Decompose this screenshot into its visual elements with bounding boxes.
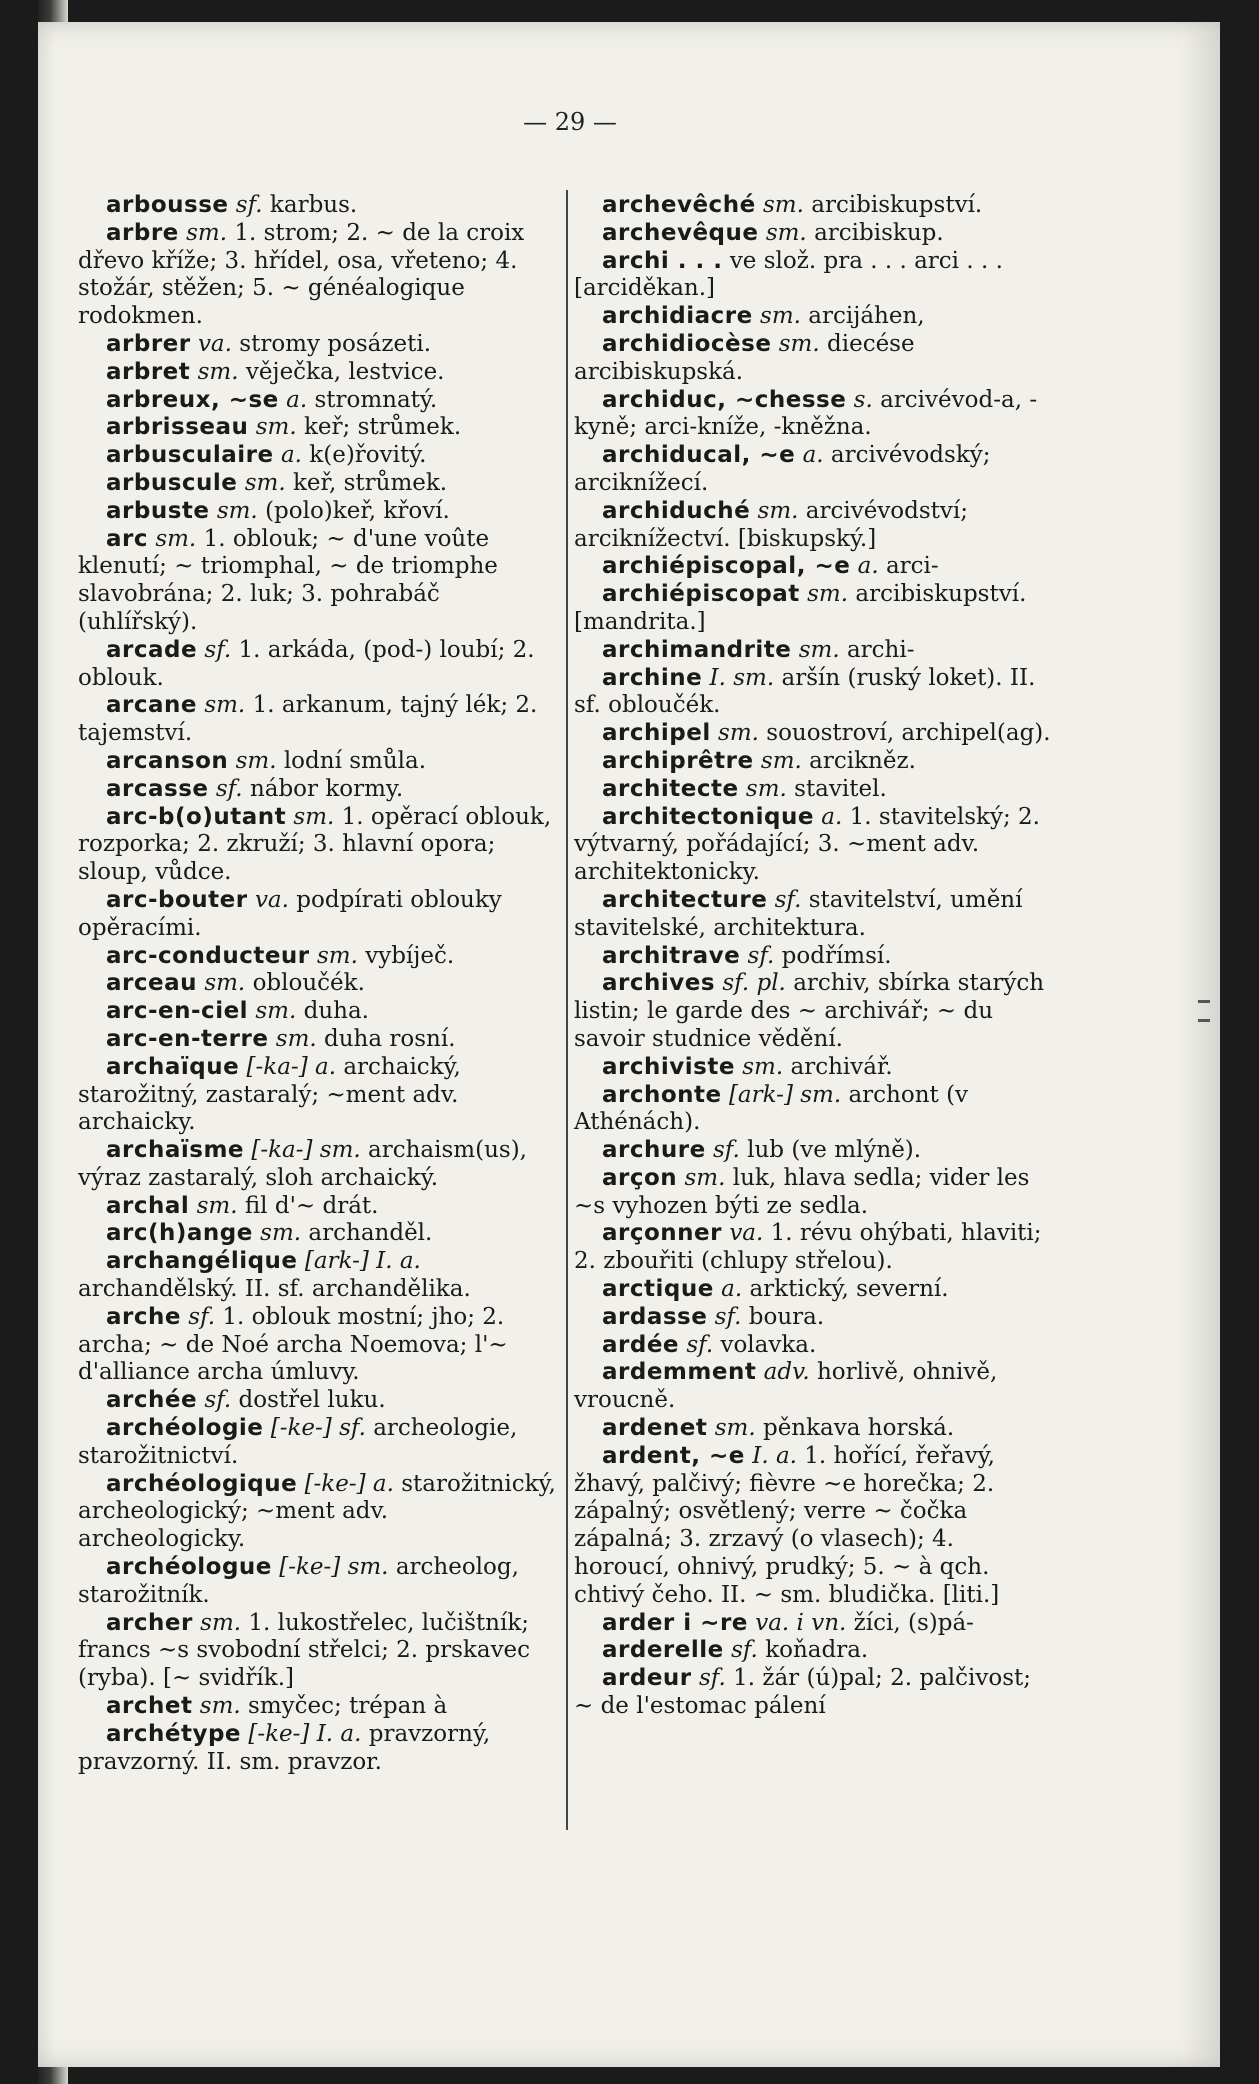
dictionary-entry <box>78 359 556 387</box>
definition: archeolog, starožitník. <box>78 1554 519 1608</box>
dictionary-entry <box>78 526 556 637</box>
dictionary-entry <box>78 748 556 776</box>
headword: arc-en-ciel <box>106 998 249 1025</box>
definition: archeologie, starožitnictví. <box>78 1415 518 1469</box>
definition: keř; strůmek. <box>304 414 462 441</box>
headword: archimandrite <box>602 636 792 663</box>
definition: 1. opěrací oblouk, rozporka; 2. zkruží; 3. hlavní opora; sloup, vůdce. <box>78 803 552 886</box>
grammar-label: [-ka-] a. <box>246 1053 337 1080</box>
grammar-label: adv. <box>763 1359 810 1386</box>
dictionary-entry <box>574 748 1054 776</box>
dictionary-entry <box>574 1220 1054 1276</box>
definition: 1. strom; 2. ~ de la croix dřevo kříže; 3. hřídel, osa, vřeteno; 4. stožár, stěžen; 5. ~ généalogique rodokmen. <box>78 219 525 330</box>
definition: lub (ve mlýně). <box>747 1137 922 1164</box>
definition: archanděl. <box>308 1220 433 1247</box>
definition: archaism(us), výraz zastaralý, sloh archaický. <box>78 1137 527 1191</box>
definition: k(e)řovitý. <box>309 442 427 469</box>
dictionary-entry <box>574 387 1054 443</box>
grammar-label: [ark-] I. a. <box>304 1248 421 1275</box>
grammar-label: sm. <box>255 414 297 441</box>
headword: arc <box>106 525 148 552</box>
headword: arbreux, ~se <box>106 386 279 413</box>
grammar-label: sf. pl. <box>722 970 786 997</box>
dictionary-entry <box>78 470 556 498</box>
grammar-label: I. a. <box>752 1442 797 1469</box>
headword: arcanson <box>106 747 229 774</box>
headword: archétype <box>106 1720 242 1747</box>
grammar-label: sm. <box>260 1220 302 1247</box>
headword: architecture <box>602 886 768 913</box>
grammar-label: sm. <box>798 636 840 663</box>
grammar-label: va. i vn. <box>755 1609 847 1636</box>
headword: arçonner <box>602 1220 722 1247</box>
grammar-label: va. <box>729 1220 764 1247</box>
headword: arderelle <box>602 1637 724 1664</box>
definition: aršín (ruský loket). II. sf. obloučék. <box>574 664 1036 719</box>
dictionary-entry <box>78 192 556 220</box>
headword: architectonique <box>602 803 814 830</box>
grammar-label: sf. <box>714 1303 742 1330</box>
headword: archiépiscopal, ~e <box>602 553 851 580</box>
definition: arcibiskupství. <box>811 192 983 218</box>
headword: archevêque <box>602 219 759 246</box>
grammar-label: sm. <box>757 497 799 524</box>
definition: lodní smůla. <box>283 747 427 774</box>
definition: volavka. <box>720 1331 817 1358</box>
dictionary-entry <box>574 1443 1054 1610</box>
dictionary-entry <box>78 1471 556 1554</box>
definition: archiv, sbírka starých listin; le garde des ~ archivář; ~ du savoir studnice vědění. <box>574 970 1045 1052</box>
dictionary-entry <box>574 1359 1054 1415</box>
dictionary-entry <box>78 414 556 442</box>
dictionary-entry <box>78 637 556 693</box>
grammar-label: sm. <box>714 1415 756 1442</box>
dictionary-entry <box>574 1332 1054 1360</box>
dictionary-entry <box>78 1554 556 1610</box>
grammar-label: sm. <box>275 1025 317 1052</box>
grammar-label: [-ke-] sf. <box>270 1415 366 1442</box>
headword: architecte <box>602 775 739 802</box>
dictionary-entry <box>78 1693 556 1721</box>
definition: arcijáhen, <box>808 303 925 330</box>
definition: arci- <box>885 553 939 580</box>
grammar-label: sm. <box>197 358 239 385</box>
headword: archiduché <box>602 497 751 524</box>
definition: ve slož. pra . . . arci . . . [arciděkan.] <box>574 247 1003 302</box>
definition: arcivévodský; arciknížecí. <box>574 442 991 496</box>
dictionary-entry <box>574 1054 1054 1082</box>
definition: archivář. <box>790 1053 893 1080</box>
headword: archidiocèse <box>602 330 772 357</box>
definition: stavitel. <box>794 775 887 802</box>
headword: archure <box>602 1137 706 1164</box>
definition: 1. lukostřelec, lučištník; francs ~s svobodní střelci; 2. prskavec (ryba). [~ svidřík.] <box>78 1609 531 1692</box>
dictionary-entry <box>574 804 1054 887</box>
definition: duha rosní. <box>324 1025 456 1052</box>
headword: ardent, ~e <box>602 1442 745 1469</box>
grammar-label: sm. <box>199 1693 241 1720</box>
headword: archiducal, ~e <box>602 442 796 469</box>
definition: arcibiskup. <box>814 219 944 246</box>
dictionary-entry <box>574 248 1054 304</box>
grammar-label: sm. <box>762 192 804 218</box>
definition: 1. žár (ú)pal; 2. palčivost; ~ de l'estomac pálení <box>574 1665 1032 1720</box>
dictionary-entry <box>78 998 556 1026</box>
grammar-label: sm. <box>186 219 228 246</box>
headword: arc-en-terre <box>106 1025 269 1052</box>
definition: boura. <box>748 1303 825 1330</box>
dictionary-entry <box>78 943 556 971</box>
definition: nábor kormy. <box>249 775 404 802</box>
headword: arbre <box>106 219 179 246</box>
dictionary-entry <box>78 1415 556 1471</box>
headword: arbuste <box>106 497 210 524</box>
definition: (polo)keř, křoví. <box>265 497 450 524</box>
dictionary-entry <box>574 943 1054 971</box>
headword: arc-b(o)utant <box>106 803 287 830</box>
grammar-label: [-ke-] sm. <box>279 1554 389 1581</box>
definition: koňadra. <box>765 1637 869 1664</box>
definition: 1. hořící, řeřavý, žhavý, palčivý; fièvre ~e horečka; 2. zápalný; osvětlený; verre ~ čočka zápalná; 3. zrzavý (o vlasech); 4. horoucí, ohnivý, prudký; 5. ~ à qch. chtivý čeho. II. ~ sm. bludička. [liti.] <box>574 1442 1000 1608</box>
headword: archéologue <box>106 1554 272 1581</box>
headword: archiépiscopat <box>602 581 800 608</box>
headword: archéologique <box>106 1470 298 1497</box>
definition: keř, strůmek. <box>292 469 448 496</box>
definition: archaický, starožitný, zastaralý; ~ment adv. archaicky. <box>78 1053 461 1136</box>
dictionary-entry <box>574 1304 1054 1332</box>
dictionary-entry <box>78 220 556 331</box>
definition: pěnkava horská. <box>762 1415 955 1442</box>
headword: arc-conducteur <box>106 942 310 969</box>
definition: podpírati oblouky opěracími. <box>78 886 502 941</box>
dictionary-entry <box>574 887 1054 943</box>
dictionary-entry <box>574 220 1054 248</box>
headword: arcade <box>106 636 198 663</box>
dictionary-entry <box>574 970 1054 1053</box>
dictionary-entry <box>574 776 1054 804</box>
grammar-label: sm. <box>684 1164 726 1191</box>
headword: arceau <box>106 970 197 997</box>
headword: archipel <box>602 720 711 747</box>
grammar-label: [-ke-] a. <box>304 1470 394 1497</box>
dictionary-entry <box>574 581 1054 637</box>
definition: luk, hlava sedla; vider les ~s vyhozen býti ze sedla. <box>574 1164 1030 1219</box>
headword: ardemment <box>602 1359 757 1386</box>
dictionary-entry <box>574 498 1054 554</box>
grammar-label: I. sm. <box>709 664 775 691</box>
headword: arcasse <box>106 775 209 802</box>
definition: 1. arkáda, (pod-) loubí; 2. oblouk. <box>78 636 535 691</box>
grammar-label: sm. <box>718 720 759 747</box>
grammar-label: sm. <box>200 1609 242 1636</box>
definition: stromy posázeti. <box>239 330 432 357</box>
definition: věječka, lestvice. <box>245 358 445 385</box>
headword: archéologie <box>106 1415 264 1442</box>
grammar-label: sm. <box>216 497 258 524</box>
dictionary-entry <box>78 442 556 470</box>
definition: žíci, (s)pá- <box>853 1609 974 1636</box>
grammar-label: a. <box>821 803 843 830</box>
definition: obloučék. <box>252 970 365 997</box>
headword: archiprêtre <box>602 747 754 774</box>
dictionary-entry <box>78 1193 556 1221</box>
right-column <box>574 192 1054 1721</box>
definition: horlivě, ohnivě, vroucně. <box>574 1359 998 1414</box>
headword: arbusculaire <box>106 442 274 469</box>
headword: arbousse <box>106 192 229 218</box>
headword: archevêché <box>602 192 756 218</box>
grammar-label: a. <box>286 386 308 413</box>
definition: archandělský. II. sf. archandělika. <box>78 1276 471 1303</box>
headword: arçon <box>602 1164 678 1191</box>
definition: karbus. <box>269 192 358 218</box>
headword: arbuscule <box>106 469 238 496</box>
headword: archiduc, ~chesse <box>602 386 847 413</box>
headword: archiviste <box>602 1053 735 1080</box>
grammar-label: a. <box>802 442 824 469</box>
definition: duha. <box>303 998 369 1025</box>
headword: arc-bouter <box>106 886 248 913</box>
headword: archal <box>106 1192 190 1219</box>
dictionary-entry <box>78 1220 556 1248</box>
column-divider <box>566 190 568 1830</box>
dictionary-entry <box>574 303 1054 331</box>
headword: archi . . . <box>602 247 723 274</box>
definition: arcivévod-a, -kyně; arci-kníže, -kněžna. <box>574 386 1038 441</box>
dictionary-entry <box>574 1415 1054 1443</box>
headword: arbrer <box>106 330 191 357</box>
grammar-label: sm. <box>204 970 246 997</box>
dictionary-entry <box>78 1248 556 1304</box>
headword: arctique <box>602 1276 714 1303</box>
grammar-label: sm. <box>316 942 358 969</box>
dictionary-entry <box>574 1082 1054 1138</box>
grammar-label: sf. <box>204 636 232 663</box>
grammar-label: sm. <box>760 303 801 330</box>
definition: 1. oblouk mostní; jho; 2. archa; ~ de Noé archa Noemova; l'~ d'alliance archa úmluvy. <box>78 1303 508 1386</box>
grammar-label: sf. <box>235 192 263 218</box>
dictionary-entry <box>78 1054 556 1137</box>
grammar-label: sf. <box>686 1331 714 1358</box>
dictionary-entry <box>78 1387 556 1415</box>
dictionary-entry <box>78 1026 556 1054</box>
headword: archet <box>106 1693 193 1720</box>
headword: architrave <box>602 942 741 969</box>
headword: arder i ~re <box>602 1609 748 1636</box>
definition: smyčec; trépan à <box>248 1693 448 1720</box>
headword: arbret <box>106 358 191 385</box>
definition: 1. oblouk; ~ d'une voûte klenutí; ~ triomphal, ~ de triomphe slavobrána; 2. luk; 3. pohrabáč (uhlířský). <box>78 525 498 635</box>
grammar-label: a. <box>280 442 302 469</box>
definition: 1. stavitelský; 2. výtvarný, pořádající; 3. ~ment adv. architektonicky. <box>574 803 1040 886</box>
headword: archer <box>106 1609 193 1636</box>
dictionary-entry <box>78 498 556 526</box>
grammar-label: [-ka-] sm. <box>251 1137 361 1164</box>
dictionary-entry <box>574 637 1054 665</box>
margin-marks <box>1198 1000 1212 1060</box>
dictionary-entry <box>574 1665 1054 1721</box>
dictionary-entry <box>574 442 1054 498</box>
grammar-label: sf. <box>215 775 243 802</box>
grammar-label: sm. <box>196 1192 238 1219</box>
grammar-label: sm. <box>807 581 849 608</box>
dictionary-entry <box>78 804 556 887</box>
definition: fil d'~ drát. <box>244 1192 379 1219</box>
dictionary-entry <box>574 1610 1054 1638</box>
grammar-label: sm. <box>204 692 246 719</box>
definition: dostřel luku. <box>238 1387 386 1414</box>
grammar-label: sm. <box>293 803 335 830</box>
definition: stromnatý. <box>314 386 438 413</box>
headword: archidiacre <box>602 303 753 330</box>
grammar-label: sf. <box>747 942 775 969</box>
grammar-label: sm. <box>742 1053 784 1080</box>
definition: 1. révu ohýbati, hlaviti; 2. zbouřiti (chlupy střelou). <box>574 1220 1042 1275</box>
grammar-label: sm. <box>235 747 277 774</box>
definition: arcibiskupství. [mandrita.] <box>574 581 1027 635</box>
grammar-label: sm. <box>244 469 286 496</box>
grammar-label: va. <box>197 330 232 357</box>
headword: archonte <box>602 1081 722 1108</box>
headword: arche <box>106 1303 181 1330</box>
definition: archont (v Athénách). <box>574 1081 969 1136</box>
grammar-label: sm. <box>255 998 297 1025</box>
grammar-label: sf. <box>188 1303 216 1330</box>
dictionary-entry <box>574 720 1054 748</box>
dictionary-entry <box>574 331 1054 387</box>
dictionary-entry <box>574 1165 1054 1221</box>
headword: ardenet <box>602 1415 708 1442</box>
dictionary-entry <box>574 192 1054 220</box>
headword: ardeur <box>602 1665 692 1692</box>
dictionary-entry <box>574 665 1054 721</box>
dictionary-entry <box>574 1276 1054 1304</box>
headword: ardée <box>602 1331 680 1358</box>
grammar-label: a. <box>857 553 879 580</box>
dictionary-entry <box>574 1137 1054 1165</box>
headword: ardasse <box>602 1303 708 1330</box>
grammar-label: va. <box>254 886 289 913</box>
dictionary-entry <box>78 1304 556 1387</box>
dictionary-entry <box>574 553 1054 581</box>
definition: vybíječ. <box>365 942 455 969</box>
dictionary-entry <box>78 1721 556 1777</box>
dictionary-entry <box>78 1610 556 1693</box>
definition: arcivévodství; arciknížectví. [biskupský.] <box>574 497 969 552</box>
grammar-label: sf. <box>731 1637 758 1664</box>
grammar-label: s. <box>853 386 873 413</box>
definition: pravzorný, pravzorný. II. sm. pravzor. <box>78 1720 491 1775</box>
definition: archi- <box>846 636 915 663</box>
dictionary-entry <box>78 1137 556 1193</box>
dictionary-entry <box>78 970 556 998</box>
dictionary-entry <box>574 1637 1054 1665</box>
grammar-label: [ark-] sm. <box>728 1081 842 1108</box>
definition: souostroví, archipel(ag). <box>766 720 1051 747</box>
headword: archaïque <box>106 1053 240 1080</box>
grammar-label: sf. <box>698 1665 726 1692</box>
headword: arcane <box>106 692 197 719</box>
page-number: — 29 — <box>523 108 617 136</box>
left-column <box>78 192 556 1776</box>
headword: arc(h)ange <box>106 1220 253 1247</box>
headword: archée <box>106 1387 198 1414</box>
definition: diecése arcibiskupská. <box>574 330 915 385</box>
headword: archangélique <box>106 1248 298 1275</box>
dictionary-entry <box>78 387 556 415</box>
definition: podřímsí. <box>781 942 892 969</box>
grammar-label: sm. <box>760 747 802 774</box>
definition: starožitnický, archeologický; ~ment adv. archeologicky. <box>78 1470 556 1553</box>
headword: arbrisseau <box>106 414 249 441</box>
grammar-label: sm. <box>155 525 197 552</box>
dictionary-entry <box>78 776 556 804</box>
grammar-label: a. <box>721 1276 743 1303</box>
definition: arktický, severní. <box>749 1276 949 1303</box>
grammar-label: [-ke-] I. a. <box>248 1720 362 1747</box>
grammar-label: sm. <box>765 219 807 246</box>
dictionary-entry <box>78 887 556 943</box>
definition: arcikněz. <box>809 747 916 774</box>
headword: archine <box>602 664 703 691</box>
dictionary-entry <box>78 692 556 748</box>
dictionary-entry <box>78 331 556 359</box>
definition: stavitelství, umění stavitelské, architektura. <box>574 886 1023 941</box>
definition: 1. arkanum, tajný lék; 2. tajemství. <box>78 692 538 747</box>
headword: archaïsme <box>106 1137 245 1164</box>
grammar-label: sm. <box>745 775 787 802</box>
grammar-label: sm. <box>778 330 820 357</box>
headword: archives <box>602 970 716 997</box>
grammar-label: sf. <box>204 1387 232 1414</box>
grammar-label: sf. <box>774 886 802 913</box>
grammar-label: sf. <box>713 1137 740 1164</box>
